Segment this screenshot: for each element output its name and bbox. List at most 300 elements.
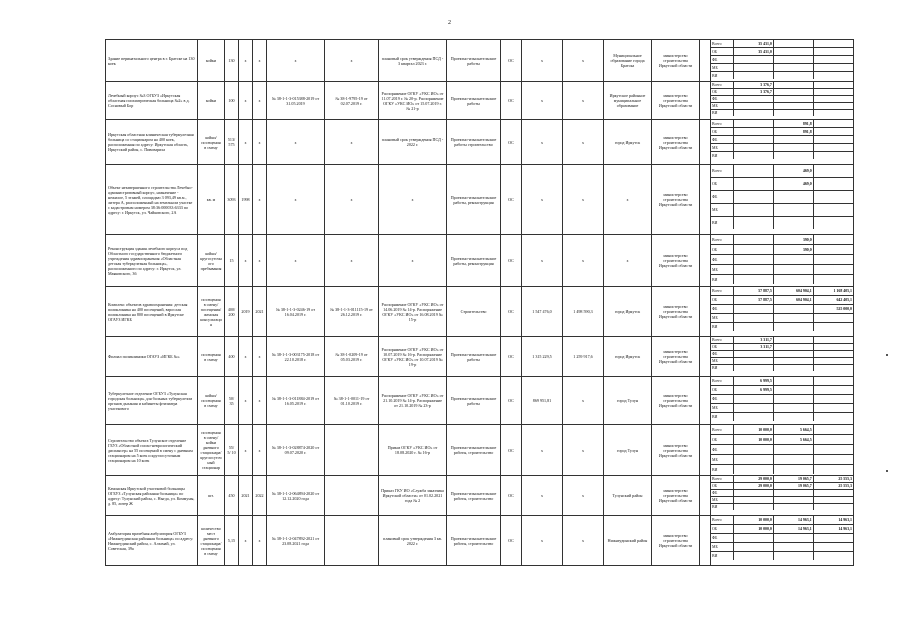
- cell-work: Проектно-изыскательские работы, реконструкция: [447, 235, 501, 287]
- funding-source-label: ФБ: [711, 56, 734, 64]
- cell-cost: 1 315 229,5: [522, 337, 563, 377]
- funding-amount: [813, 365, 853, 372]
- cell-deadline: x: [379, 235, 447, 287]
- funding-amount: [734, 275, 774, 285]
- cell-psd: № 38-1-1-3-015388-2019 от 31.05.2019: [267, 82, 325, 120]
- funding-table: [711, 337, 853, 371]
- cell-name: Комплекс объектов здравоохранения: детская поликлиника на 400 посещений, взрослая поликлиника на 800 посещений в Иркутске ОГАУЗ ИГКБ: [106, 287, 198, 337]
- cell-cost-ceiling: 1 259 917,6: [563, 337, 604, 377]
- funding-amount: [813, 48, 853, 56]
- cell-capacity: 130: [225, 40, 239, 82]
- cell-capacity: 450: [225, 476, 239, 516]
- funding-row: [711, 413, 853, 422]
- funding-source-label: Всего: [711, 120, 734, 128]
- cell-start: 2021: [239, 476, 253, 516]
- cell-deadline: Распоряжение ОГКУ «УКС ИО» от 10.07.2019 № 16-р. Распоряжение ОГКУ «УКС ИО» от 10.07.2019 № 19-р: [379, 337, 447, 377]
- funding-source-label: ОБ: [711, 89, 734, 96]
- funding-amount: [773, 490, 813, 497]
- cell-spacer: [700, 120, 711, 165]
- scan-mark: [886, 354, 888, 356]
- funding-amount: 469,0: [773, 178, 813, 191]
- cell-cost-ceiling: x: [563, 476, 604, 516]
- funding-row: [711, 110, 853, 117]
- funding-source-label: ФБ: [711, 445, 734, 455]
- funding-row: [711, 136, 853, 144]
- funding-table: [711, 235, 853, 284]
- funding-source-label: МБ: [711, 64, 734, 72]
- cell-psd: x: [267, 120, 325, 165]
- funding-source-label: Всего: [711, 40, 734, 48]
- funding-amount: 5 664,5: [773, 435, 813, 445]
- funding-amount: [813, 386, 853, 395]
- funding-amount: 10 000,0: [734, 516, 774, 525]
- funding-source-label: ФБ: [711, 191, 734, 204]
- table-row: [106, 516, 854, 566]
- cell-start: x: [239, 235, 253, 287]
- funding-row: [711, 377, 853, 386]
- funding-row: [711, 490, 853, 497]
- funding-amount: [734, 465, 774, 475]
- cell-spacer: [700, 82, 711, 120]
- funding-row: [711, 314, 853, 323]
- funding-source-label: ВИ: [711, 552, 734, 561]
- funding-table: [711, 40, 853, 79]
- cell-deadline: Приказ ОГКУ «УКС ИО» от 18.08.2020 г. № 16-р: [379, 425, 447, 476]
- cell-expertise: x: [325, 40, 379, 82]
- funding-row: [711, 40, 853, 48]
- cell-start: x: [239, 516, 253, 566]
- funding-source-label: ВИ: [711, 465, 734, 475]
- funding-source-label: ОБ: [711, 128, 734, 136]
- funding-source-label: МБ: [711, 314, 734, 323]
- cell-place: Тулунский район: [604, 476, 652, 516]
- funding-amount: [734, 534, 774, 543]
- cell-deadline: Приказ ГКУ ИО «Служба заказчика Иркутской области» от 01.02.2021 года № 2: [379, 476, 447, 516]
- funding-amount: [813, 204, 853, 217]
- funding-row: [711, 344, 853, 351]
- funding-row: [711, 255, 853, 265]
- cell-name: Лечебный корпус №3 ОГБУЗ «Иркутская областная психиатрическая больница №2» в д. Сосновый Бор: [106, 82, 198, 120]
- funding-amount: [773, 465, 813, 475]
- cell-mode: ОС: [501, 337, 522, 377]
- funding-cell: [711, 377, 854, 425]
- funding-amount: [813, 72, 853, 80]
- funding-amount: 3 376,7: [734, 89, 774, 96]
- funding-amount: [773, 445, 813, 455]
- cell-cost: x: [522, 165, 563, 235]
- funding-source-label: МБ: [711, 455, 734, 465]
- cell-expertise: № 38-1-1-0011-19 от 01.10.2019 г.: [325, 377, 379, 425]
- cell-mode: ОС: [501, 287, 522, 337]
- funding-source-label: ФБ: [711, 305, 734, 314]
- cell-customer: министерство строительства Иркутской области: [652, 377, 700, 425]
- cell-mode: ОС: [501, 120, 522, 165]
- funding-amount: [813, 64, 853, 72]
- cell-customer: министерство строительства Иркутской области: [652, 120, 700, 165]
- funding-amount: 10 000,0: [734, 425, 774, 435]
- funding-source-label: МБ: [711, 204, 734, 217]
- funding-amount: [734, 245, 774, 255]
- cell-unit: посещения в смену/ посещения/ женская консультация: [198, 287, 225, 337]
- funding-amount: [773, 72, 813, 80]
- funding-row: [711, 445, 853, 455]
- funding-amount: 1 168 405,1: [813, 287, 853, 296]
- cell-unit: койки/ кругосуточного пребывания: [198, 235, 225, 287]
- funding-amount: [734, 235, 774, 245]
- funding-amount: [813, 136, 853, 144]
- funding-row: [711, 404, 853, 413]
- cell-end: x: [253, 82, 267, 120]
- funding-amount: [773, 217, 813, 230]
- cell-mode: ОС: [501, 165, 522, 235]
- funding-row: [711, 365, 853, 372]
- cell-work: Проектно-изыскательские работы строительство: [447, 120, 501, 165]
- funding-amount: [773, 152, 813, 160]
- table-row: [106, 287, 854, 337]
- funding-amount: [773, 455, 813, 465]
- funding-amount: [734, 255, 774, 265]
- funding-amount: 14 963,1: [813, 516, 853, 525]
- funding-amount: 14 963,1: [773, 516, 813, 525]
- funding-source-label: ВИ: [711, 217, 734, 230]
- funding-amount: 604 904,1: [773, 296, 813, 305]
- funding-row: [711, 483, 853, 490]
- funding-amount: 10 000,0: [734, 435, 774, 445]
- funding-amount: 3 311,7: [734, 344, 774, 351]
- cell-customer: министерство строительства Иркутской области: [652, 476, 700, 516]
- funding-amount: [773, 497, 813, 504]
- cell-cost-ceiling: x: [563, 82, 604, 120]
- cell-mode: ОС: [501, 425, 522, 476]
- cell-mode: ОС: [501, 476, 522, 516]
- cell-place: Муниципальное образование города Братска: [604, 40, 652, 82]
- funding-row: [711, 120, 853, 128]
- funding-source-label: ВИ: [711, 152, 734, 160]
- cell-cost-ceiling: x: [563, 516, 604, 566]
- funding-amount: [813, 245, 853, 255]
- funding-amount: 57 887,5: [734, 287, 774, 296]
- funding-cell: [711, 40, 854, 82]
- cell-end: x: [253, 165, 267, 235]
- cell-spacer: [700, 476, 711, 516]
- funding-amount: [813, 455, 853, 465]
- funding-row: [711, 386, 853, 395]
- cell-unit: койки/ посещения в смену: [198, 377, 225, 425]
- cell-psd: № 38-1-1-2-047892-2021 от 23.08.2021 года: [267, 516, 325, 566]
- cell-start: 2019: [239, 287, 253, 337]
- funding-amount: 6 999,5: [734, 386, 774, 395]
- cell-unit: койки: [198, 82, 225, 120]
- funding-row: [711, 497, 853, 504]
- cell-cost: x: [522, 476, 563, 516]
- funding-row: [711, 534, 853, 543]
- funding-row: [711, 128, 853, 136]
- cell-cost-ceiling: x: [563, 425, 604, 476]
- cell-expertise: x: [325, 165, 379, 235]
- funding-amount: [734, 144, 774, 152]
- funding-source-label: Всего: [711, 425, 734, 435]
- funding-row: [711, 305, 853, 314]
- funding-amount: [773, 323, 813, 332]
- funding-amount: [734, 128, 774, 136]
- cell-name: Объект незавершенного строительства Лечебно-административный корпус, назначение - нежилое, 5 этажей, площадью 3 093,49 кв.м., литера А, расположенный на земельном участке с кадастровым номером 38:36:000033:6333 по адресу: г. Иркутск, ул. Чайковского, 2А: [106, 165, 198, 235]
- table-row: [106, 476, 854, 516]
- funding-amount: [773, 351, 813, 358]
- funding-amount: [813, 128, 853, 136]
- funding-row: [711, 204, 853, 217]
- funding-amount: [813, 178, 853, 191]
- funding-row: [711, 152, 853, 160]
- funding-amount: [813, 217, 853, 230]
- funding-row: [711, 165, 853, 178]
- funding-amount: [813, 165, 853, 178]
- cell-unit: койки: [198, 40, 225, 82]
- cell-mode: ОС: [501, 516, 522, 566]
- funding-amount: [734, 323, 774, 332]
- funding-amount: [734, 351, 774, 358]
- funding-amount: [813, 89, 853, 96]
- funding-row: [711, 235, 853, 245]
- funding-amount: [734, 455, 774, 465]
- funding-cell: [711, 165, 854, 235]
- funding-table: [711, 516, 853, 560]
- funding-cell: [711, 476, 854, 516]
- funding-amount: 3 376,7: [734, 82, 774, 89]
- funding-amount: [734, 413, 774, 422]
- funding-amount: [813, 120, 853, 128]
- cell-spacer: [700, 40, 711, 82]
- cell-unit: шт.: [198, 476, 225, 516]
- cell-unit: количество мест дневного стационара/ посещения в смену: [198, 516, 225, 566]
- funding-amount: [813, 275, 853, 285]
- cell-cost-ceiling: x: [563, 235, 604, 287]
- funding-source-label: Всего: [711, 337, 734, 344]
- funding-source-label: ОБ: [711, 435, 734, 445]
- funding-amount: [773, 314, 813, 323]
- table-row: [106, 425, 854, 476]
- funding-row: [711, 455, 853, 465]
- funding-amount: [813, 435, 853, 445]
- funding-amount: [813, 103, 853, 110]
- cell-name: Строительство объекта Тулунское отделение ГБУЗ «Областной психо-неврологический диспансер» на 55 посещений в смену с дневным стационаром на 5 коек и круглосуточным стационаром на 10 коек: [106, 425, 198, 476]
- funding-amount: [773, 265, 813, 275]
- funding-row: [711, 217, 853, 230]
- funding-amount: [813, 265, 853, 275]
- cell-cost: x: [522, 235, 563, 287]
- cell-deadline: Распоряжение ОГКУ «УКС ИО» от 21.10.2019 № 14-р. Распоряжение от 21.10.2019 № 23-р: [379, 377, 447, 425]
- funding-amount: [734, 103, 774, 110]
- funding-amount: [813, 504, 853, 511]
- table-row: [106, 82, 854, 120]
- funding-row: [711, 323, 853, 332]
- funding-row: [711, 395, 853, 404]
- cell-capacity: 5,15: [225, 516, 239, 566]
- funding-amount: [734, 64, 774, 72]
- cell-place: город Иркутск: [604, 287, 652, 337]
- cell-place: x: [604, 165, 652, 235]
- cell-expertise: x: [325, 120, 379, 165]
- cell-customer: министерство строительства Иркутской области: [652, 235, 700, 287]
- cell-end: x: [253, 120, 267, 165]
- funding-row: [711, 56, 853, 64]
- funding-amount: [813, 497, 853, 504]
- table-row: [106, 40, 854, 82]
- funding-amount: 14 963,1: [773, 525, 813, 534]
- funding-row: [711, 89, 853, 96]
- cell-unit: кв. м: [198, 165, 225, 235]
- cell-customer: министерство строительства Иркутской области: [652, 516, 700, 566]
- cell-work: Строительство: [447, 287, 501, 337]
- funding-amount: [773, 103, 813, 110]
- funding-amount: 29 000,0: [734, 483, 774, 490]
- funding-amount: 891,8: [773, 120, 813, 128]
- funding-amount: 14 963,1: [813, 525, 853, 534]
- funding-amount: [773, 404, 813, 413]
- funding-amount: [734, 305, 774, 314]
- funding-amount: 525 000,0: [813, 305, 853, 314]
- funding-row: [711, 543, 853, 552]
- funding-source-label: ОБ: [711, 48, 734, 56]
- funding-source-label: ОБ: [711, 386, 734, 395]
- funding-amount: [773, 64, 813, 72]
- construction-objects-table: [105, 39, 854, 566]
- funding-amount: [813, 465, 853, 475]
- funding-amount: 390,0: [773, 235, 813, 245]
- funding-source-label: ОБ: [711, 483, 734, 490]
- funding-amount: 642 405,1: [813, 296, 853, 305]
- funding-amount: [734, 72, 774, 80]
- funding-amount: [773, 255, 813, 265]
- funding-amount: [813, 314, 853, 323]
- funding-amount: 10 000,0: [734, 525, 774, 534]
- funding-amount: 57 887,5: [734, 296, 774, 305]
- table-row: [106, 165, 854, 235]
- funding-amount: [813, 323, 853, 332]
- funding-row: [711, 504, 853, 511]
- cell-end: x: [253, 40, 267, 82]
- funding-amount: 25 555,3: [813, 476, 853, 483]
- funding-cell: [711, 120, 854, 165]
- cell-expertise: № 38-1-1-3-011115-19 от 26.12.2019 г.: [325, 287, 379, 337]
- cell-unit: посещения в смену: [198, 337, 225, 377]
- funding-source-label: МБ: [711, 497, 734, 504]
- cell-customer: министерство строительства Иркутской области: [652, 425, 700, 476]
- cell-expertise: [325, 425, 379, 476]
- funding-row: [711, 275, 853, 285]
- funding-amount: 390,0: [773, 245, 813, 255]
- funding-amount: [773, 504, 813, 511]
- funding-row: [711, 245, 853, 255]
- funding-amount: [773, 144, 813, 152]
- funding-amount: [734, 136, 774, 144]
- funding-amount: [734, 404, 774, 413]
- funding-amount: [813, 56, 853, 64]
- funding-amount: [734, 490, 774, 497]
- cell-customer: министерство строительства Иркутской области: [652, 165, 700, 235]
- cell-work: Проектно-изыскательские работы, строительство: [447, 476, 501, 516]
- funding-amount: [813, 144, 853, 152]
- cell-place: Нижнеудинский район: [604, 516, 652, 566]
- cell-deadline: плановый срок утверждения ПСД - 3 квартал 2023 г.: [379, 40, 447, 82]
- funding-amount: 25 555,3: [813, 483, 853, 490]
- funding-amount: [734, 178, 774, 191]
- funding-row: [711, 516, 853, 525]
- funding-amount: [734, 365, 774, 372]
- funding-amount: 35 431,0: [734, 40, 774, 48]
- funding-amount: [734, 56, 774, 64]
- cell-cost-ceiling: 1 498 590,3: [563, 287, 604, 337]
- scan-mark: [886, 470, 888, 472]
- funding-amount: [813, 404, 853, 413]
- funding-source-label: МБ: [711, 103, 734, 110]
- funding-source-label: ВИ: [711, 413, 734, 422]
- cell-start: x: [239, 377, 253, 425]
- funding-cell: [711, 337, 854, 377]
- cell-cost: x: [522, 516, 563, 566]
- funding-amount: [813, 40, 853, 48]
- funding-row: [711, 358, 853, 365]
- funding-amount: [773, 191, 813, 204]
- funding-source-label: Всего: [711, 287, 734, 296]
- cell-expertise: [325, 476, 379, 516]
- cell-spacer: [700, 337, 711, 377]
- cell-start: 1998: [239, 165, 253, 235]
- funding-source-label: МБ: [711, 358, 734, 365]
- cell-psd: № 38-1-1-3-003175-2018 от 22.10.2018 г.: [267, 337, 325, 377]
- funding-source-label: ВИ: [711, 110, 734, 117]
- funding-amount: [813, 552, 853, 561]
- cell-end: x: [253, 516, 267, 566]
- cell-capacity: 513/ 575: [225, 120, 239, 165]
- funding-amount: [734, 110, 774, 117]
- cell-start: x: [239, 40, 253, 82]
- cell-expertise: № 38-1-9795-19 от 02.07.2019 г.: [325, 82, 379, 120]
- cell-mode: ОС: [501, 82, 522, 120]
- funding-amount: [813, 425, 853, 435]
- funding-amount: [813, 534, 853, 543]
- funding-amount: [813, 358, 853, 365]
- cell-customer: министерство строительства Иркутской области: [652, 40, 700, 82]
- funding-source-label: МБ: [711, 144, 734, 152]
- funding-amount: [773, 48, 813, 56]
- cell-deadline: Распоряжение ОГКУ «УКС ИО» от 14.06.2019 № 14-р. Распоряжение ОГКУ «УКС ИО» от 16.08.2019 № 15-р: [379, 287, 447, 337]
- funding-source-label: ФБ: [711, 136, 734, 144]
- funding-row: [711, 96, 853, 103]
- cell-customer: министерство строительства Иркутской области: [652, 337, 700, 377]
- cell-deadline: Распоряжение ОГКУ «УКС ИО» от 11.07.2019 г. № 20-р. Распоряжение ОГКУ «УКС ИО» от 15.07.2019 г. № 21-р: [379, 82, 447, 120]
- funding-source-label: ВИ: [711, 72, 734, 80]
- funding-amount: [773, 305, 813, 314]
- funding-row: [711, 287, 853, 296]
- cell-cost-ceiling: x: [563, 120, 604, 165]
- funding-source-label: ФБ: [711, 395, 734, 404]
- funding-row: [711, 48, 853, 56]
- funding-source-label: Всего: [711, 165, 734, 178]
- funding-amount: [813, 377, 853, 386]
- funding-amount: [734, 445, 774, 455]
- funding-source-label: ОБ: [711, 344, 734, 351]
- funding-source-label: ОБ: [711, 178, 734, 191]
- funding-amount: [734, 96, 774, 103]
- funding-source-label: ВИ: [711, 275, 734, 285]
- funding-amount: [813, 152, 853, 160]
- cell-start: x: [239, 82, 253, 120]
- funding-table: [711, 120, 853, 159]
- cell-capacity: 55/ 5/ 10: [225, 425, 239, 476]
- cell-expertise: [325, 516, 379, 566]
- cell-capacity: 400/ 200: [225, 287, 239, 337]
- cell-cost: x: [522, 82, 563, 120]
